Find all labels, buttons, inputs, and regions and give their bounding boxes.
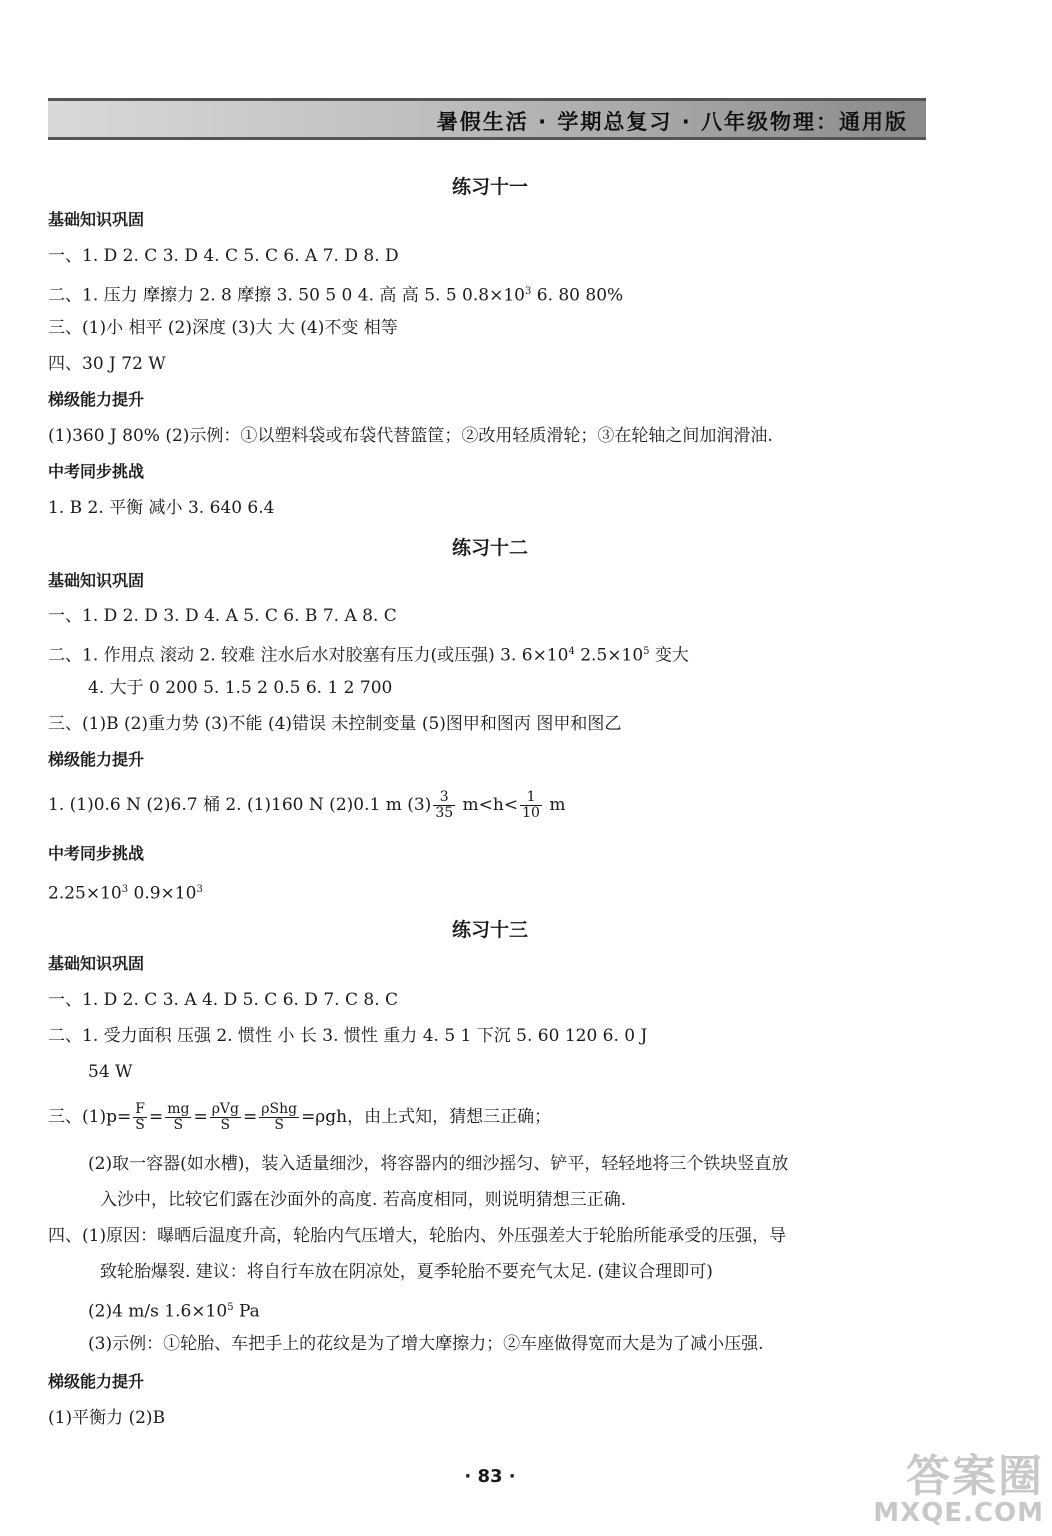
ex11-section-basic: 基础知识巩固 bbox=[48, 210, 145, 229]
ex11-line-4: 四、30 J 72 W bbox=[48, 354, 166, 374]
header-banner bbox=[48, 98, 926, 140]
ex13-line-7: (3)示例：①轮胎、车把手上的花纹是为了增大摩擦力；②车座做得宽而大是为了减小压强. bbox=[88, 1334, 764, 1354]
ex13-line-8: (1)平衡力 (2)B bbox=[48, 1408, 166, 1428]
ex13-line-4a: (2)取一容器(如水槽)，装入适量细沙，将容器内的细沙摇匀、铲平，轻轻地将三个铁块竖直放 bbox=[88, 1154, 789, 1174]
ex12-line-5: 1. (1)0.6 N (2)6.7 桶 2. (1)160 N (2)0.1 m (3) $\frac{3}{35}$ m<h< $\frac{1}{10}$ m bbox=[48, 789, 566, 821]
watermark-logo bbox=[872, 1440, 1048, 1532]
ex11-line-1: 一、1. D 2. C 3. D 4. C 5. C 6. A 7. D 8. D bbox=[48, 246, 399, 266]
page-number: · 83 · bbox=[464, 1466, 516, 1487]
fraction-3-35: $\frac{3}{35}$ bbox=[435, 789, 454, 821]
ex12-line-1: 一、1. D 2. D 3. D 4. A 5. C 6. B 7. A 8. C bbox=[48, 606, 397, 626]
ex13-line-2b: 54 W bbox=[88, 1062, 133, 1082]
ex12-line-3: 4. 大于 0 200 5. 1.5 2 0.5 6. 1 2 700 bbox=[88, 678, 393, 698]
ex11-section-advanced: 梯级能力提升 bbox=[48, 390, 145, 409]
ex12-line-2: 二、1. 作用点 滚动 2. 较难 注水后水对胶塞有压力(或压强) 3. $6\times 10^4$ $2.5\times 10^5$ 变大 bbox=[48, 645, 689, 666]
ex13-line-6: (2)4 m/s $1.6\times 10^5$ Pa bbox=[88, 1301, 260, 1322]
ex12-line-6: $2.25\times 10^3$ $0.9\times 10^3$ bbox=[48, 883, 203, 904]
ex13-line-3: 三、(1)p= $\frac{F}{S}$ = $\frac{mg}{S}$ = $\frac{\text{ρVg}}{S}$ = $\frac{\text{ρShg}}{S}$ =ρgh，由上式知，猜想三正确； bbox=[48, 1101, 552, 1133]
ex13-line-5b: 致轮胎爆裂. 建议：将自行车放在阴凉处，夏季轮胎不要充气太足. (建议合理即可) bbox=[100, 1262, 713, 1282]
ex11-section-exam: 中考同步挑战 bbox=[48, 462, 145, 481]
ex11-title: 练习十一 bbox=[451, 176, 528, 198]
ex11-line-3: 三、(1)小 相平 (2)深度 (3)大 大 (4)不变 相等 bbox=[48, 318, 398, 338]
ex11-line-5: (1)360 J 80% (2)示例：①以塑料袋或布袋代替篮筐；②改用轻质滑轮；③在轮轴之间加润滑油. bbox=[48, 426, 773, 446]
ex12-line-4: 三、(1)B (2)重力势 (3)不能 (4)错误 未控制变量 (5)图甲和图丙 图甲和图乙 bbox=[48, 714, 622, 734]
ex12-section-exam: 中考同步挑战 bbox=[48, 844, 145, 863]
ex13-title: 练习十三 bbox=[451, 919, 528, 941]
ex13-line-5a: 四、(1)原因：曝晒后温度升高，轮胎内气压增大，轮胎内、外压强差大于轮胎所能承受的压强，导 bbox=[48, 1226, 787, 1246]
watermark-text: 答案圈 bbox=[906, 1451, 1044, 1502]
ex12-section-advanced: 梯级能力提升 bbox=[48, 750, 145, 769]
fraction-1-10: $\frac{1}{10}$ bbox=[522, 789, 540, 821]
ex13-line-4b: 入沙中，比较它们露在沙面外的高度. 若高度相同，则说明猜想三正确. bbox=[100, 1190, 627, 1210]
ex13-line-2: 二、1. 受力面积 压强 2. 惯性 小 长 3. 惯性 重力 4. 5 1 下沉 5. 60 120 6. 0 J bbox=[48, 1026, 648, 1046]
banner-title: 暑假生活 · 学期总复习 · 八年级物理：通用版 bbox=[436, 110, 908, 134]
ex13-line-1: 一、1. D 2. C 3. A 4. D 5. C 6. D 7. C 8. C bbox=[48, 990, 399, 1010]
ex12-title: 练习十二 bbox=[451, 537, 528, 559]
watermark-url: MXQE.COM bbox=[873, 1498, 1044, 1528]
ex13-section-advanced: 梯级能力提升 bbox=[48, 1372, 145, 1391]
ex13-section-basic: 基础知识巩固 bbox=[48, 954, 145, 973]
ex11-line-6: 1. B 2. 平衡 减小 3. 640 6.4 bbox=[48, 498, 275, 518]
ex11-line-2: 二、1. 压力 摩擦力 2. 8 摩擦 3. 50 5 0 4. 高 高 5. 5 $0.8\times 10^3$ 6. 80 80% bbox=[48, 285, 624, 306]
ex12-section-basic: 基础知识巩固 bbox=[48, 571, 145, 590]
